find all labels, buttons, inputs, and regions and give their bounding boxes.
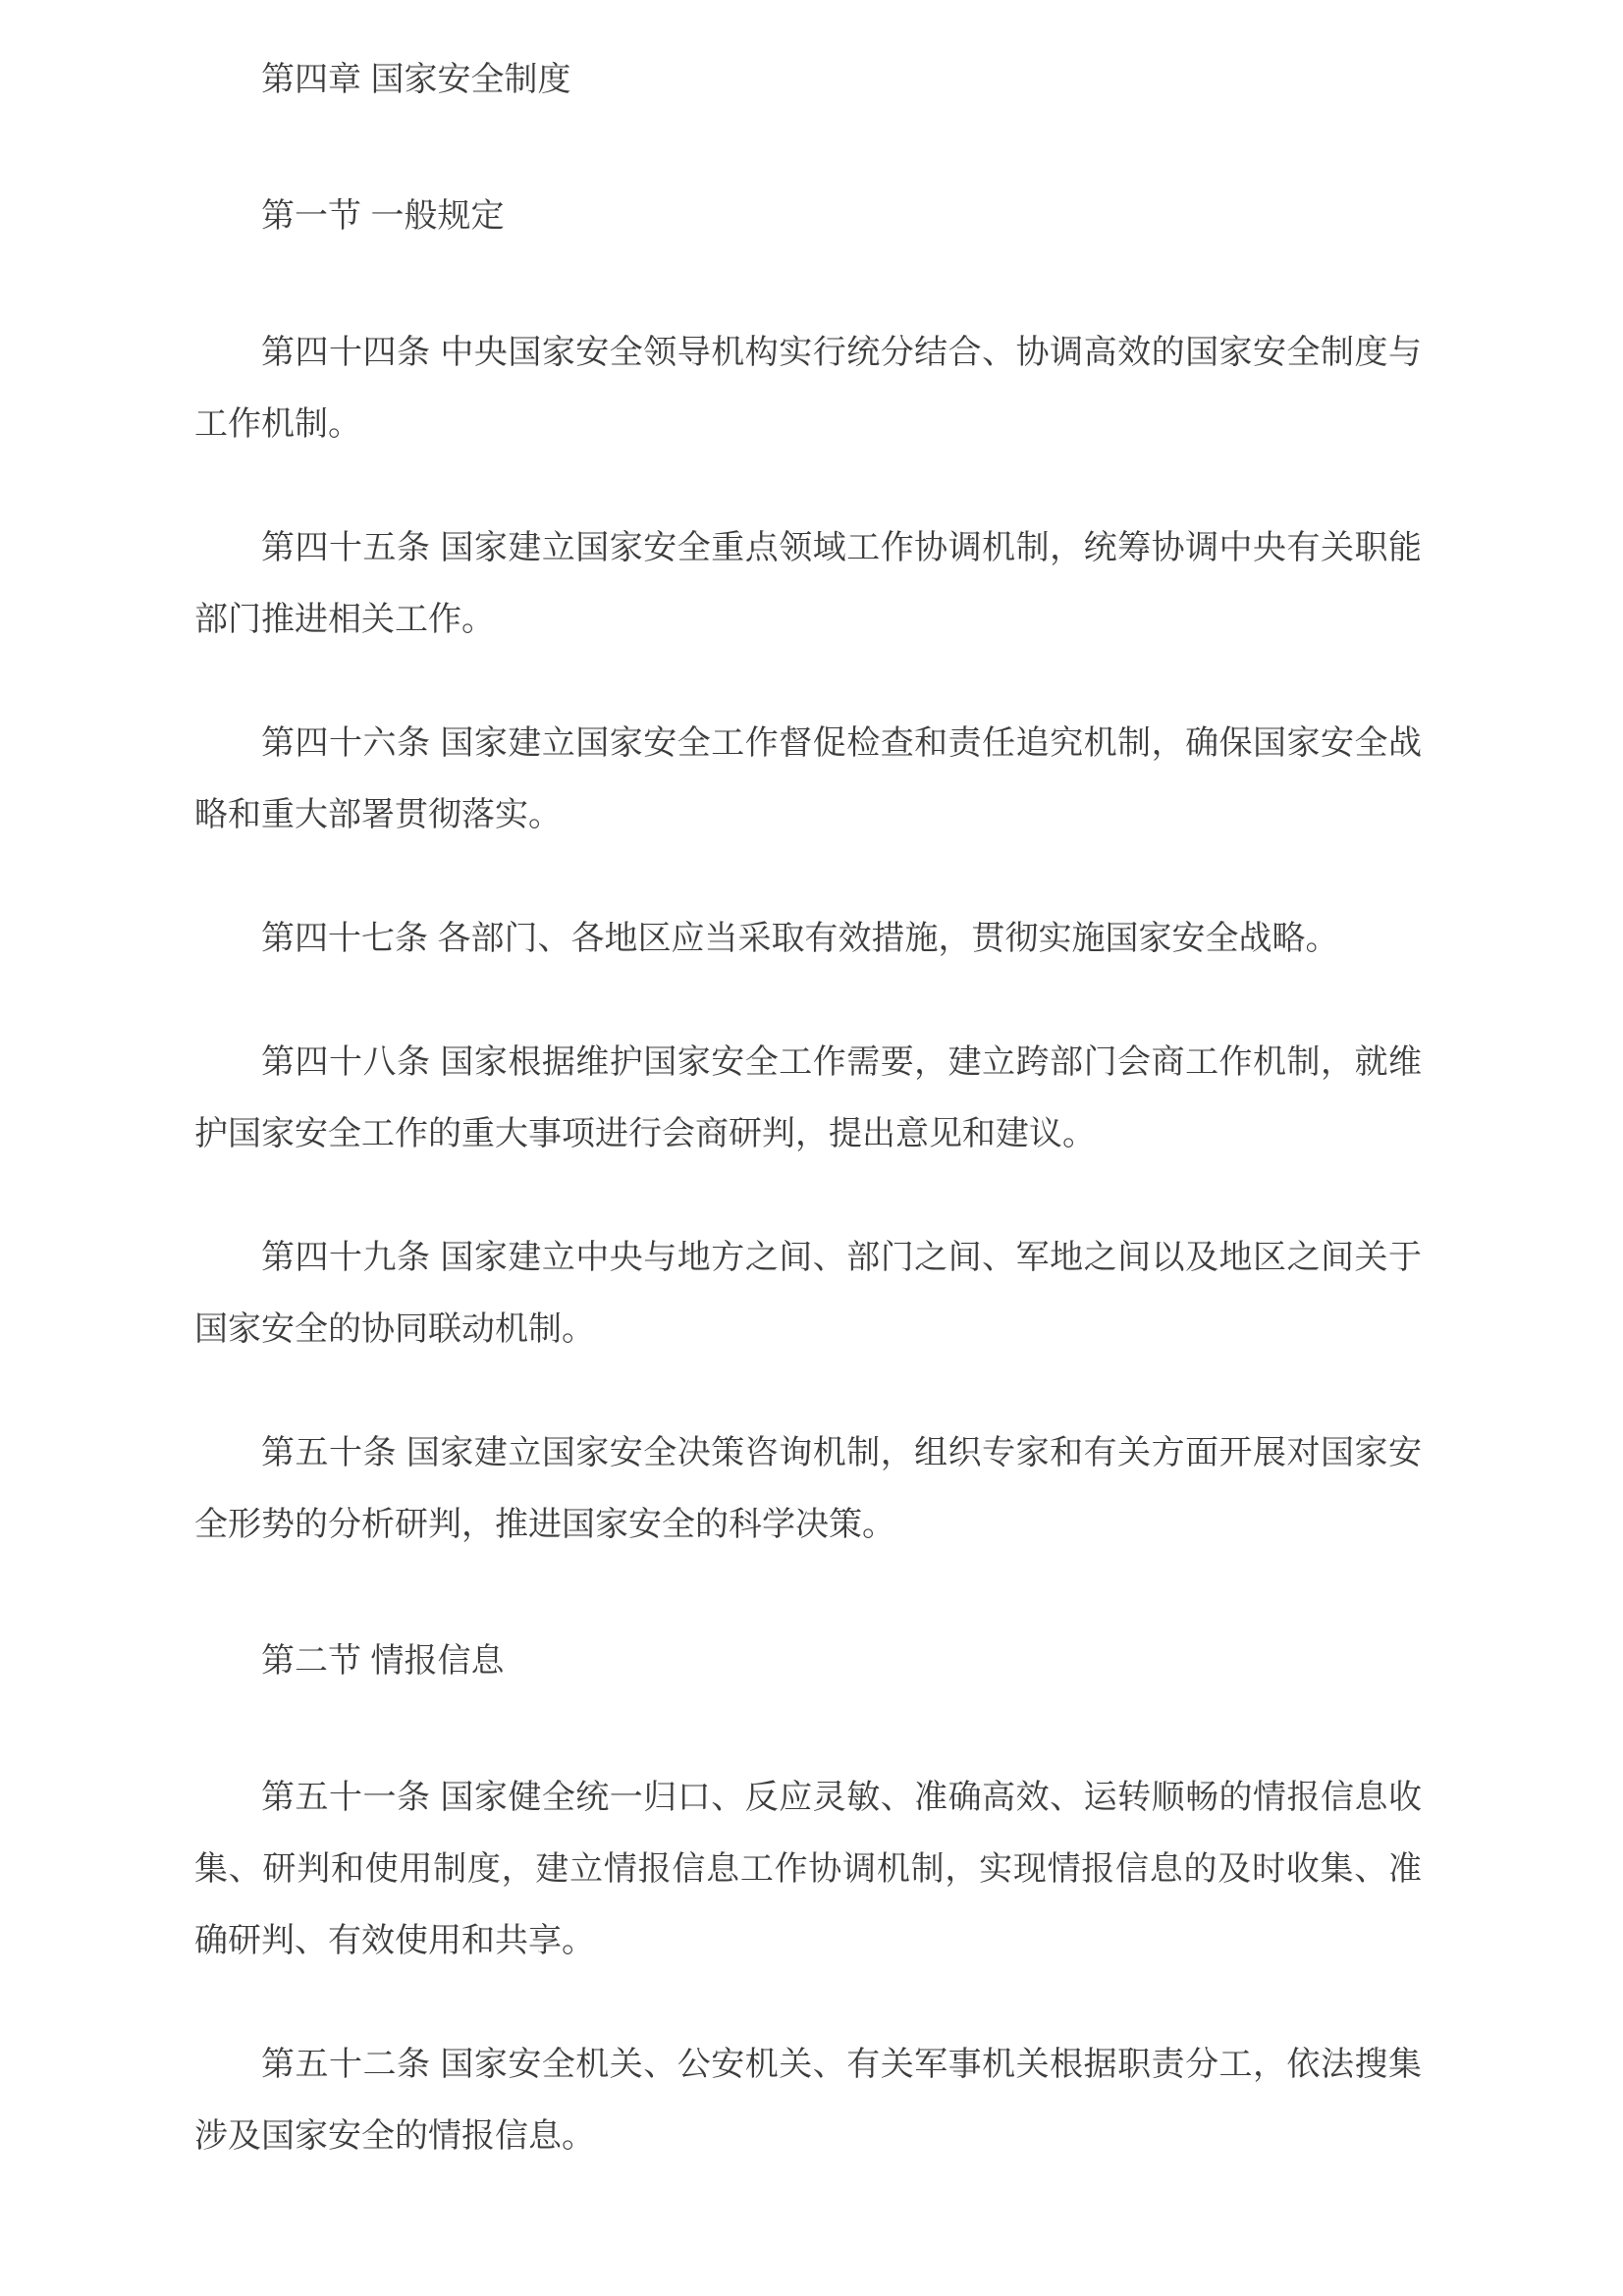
section-heading-intelligence-information: 第二节 情报信息 — [261, 1642, 505, 1680]
chapter-heading: 第四章 国家安全制度 — [261, 61, 571, 98]
article-48: 第四十八条 国家根据维护国家安全工作需要，建立跨部门会商工作机制，就维护国家安全工作的重大事项进行会商研判，提出意见和建议。 — [194, 1043, 1422, 1152]
article-49: 第四十九条 国家建立中央与地方之间、部门之间、军地之间以及地区之间关于国家安全的协同联动机制。 — [194, 1239, 1422, 1348]
article-51: 第五十一条 国家健全统一归口、反应灵敏、准确高效、运转顺畅的情报信息收集、研判和使用制度，建立情报信息工作协调机制，实现情报信息的及时收集、准确研判、有效使用和共享。 — [194, 1779, 1422, 1959]
article-44: 第四十四条 中央国家安全领导机构实行统分结合、协调高效的国家安全制度与工作机制。 — [194, 334, 1422, 443]
article-46: 第四十六条 国家建立国家安全工作督促检查和责任追究机制，确保国家安全战略和重大部署贯彻落实。 — [194, 724, 1422, 833]
section-heading-general-provisions: 第一节 一般规定 — [261, 197, 505, 235]
article-50: 第五十条 国家建立国家安全决策咨询机制，组织专家和有关方面开展对国家安全形势的分析研判，推进国家安全的科学决策。 — [194, 1434, 1422, 1543]
article-45: 第四十五条 国家建立国家安全重点领域工作协调机制，统筹协调中央有关职能部门推进相关工作。 — [194, 529, 1422, 638]
article-47: 第四十七条 各部门、各地区应当采取有效措施，贯彻实施国家安全战略。 — [261, 920, 1339, 957]
article-52: 第五十二条 国家安全机关、公安机关、有关军事机关根据职责分工，依法搜集涉及国家安全的情报信息。 — [194, 2046, 1422, 2155]
